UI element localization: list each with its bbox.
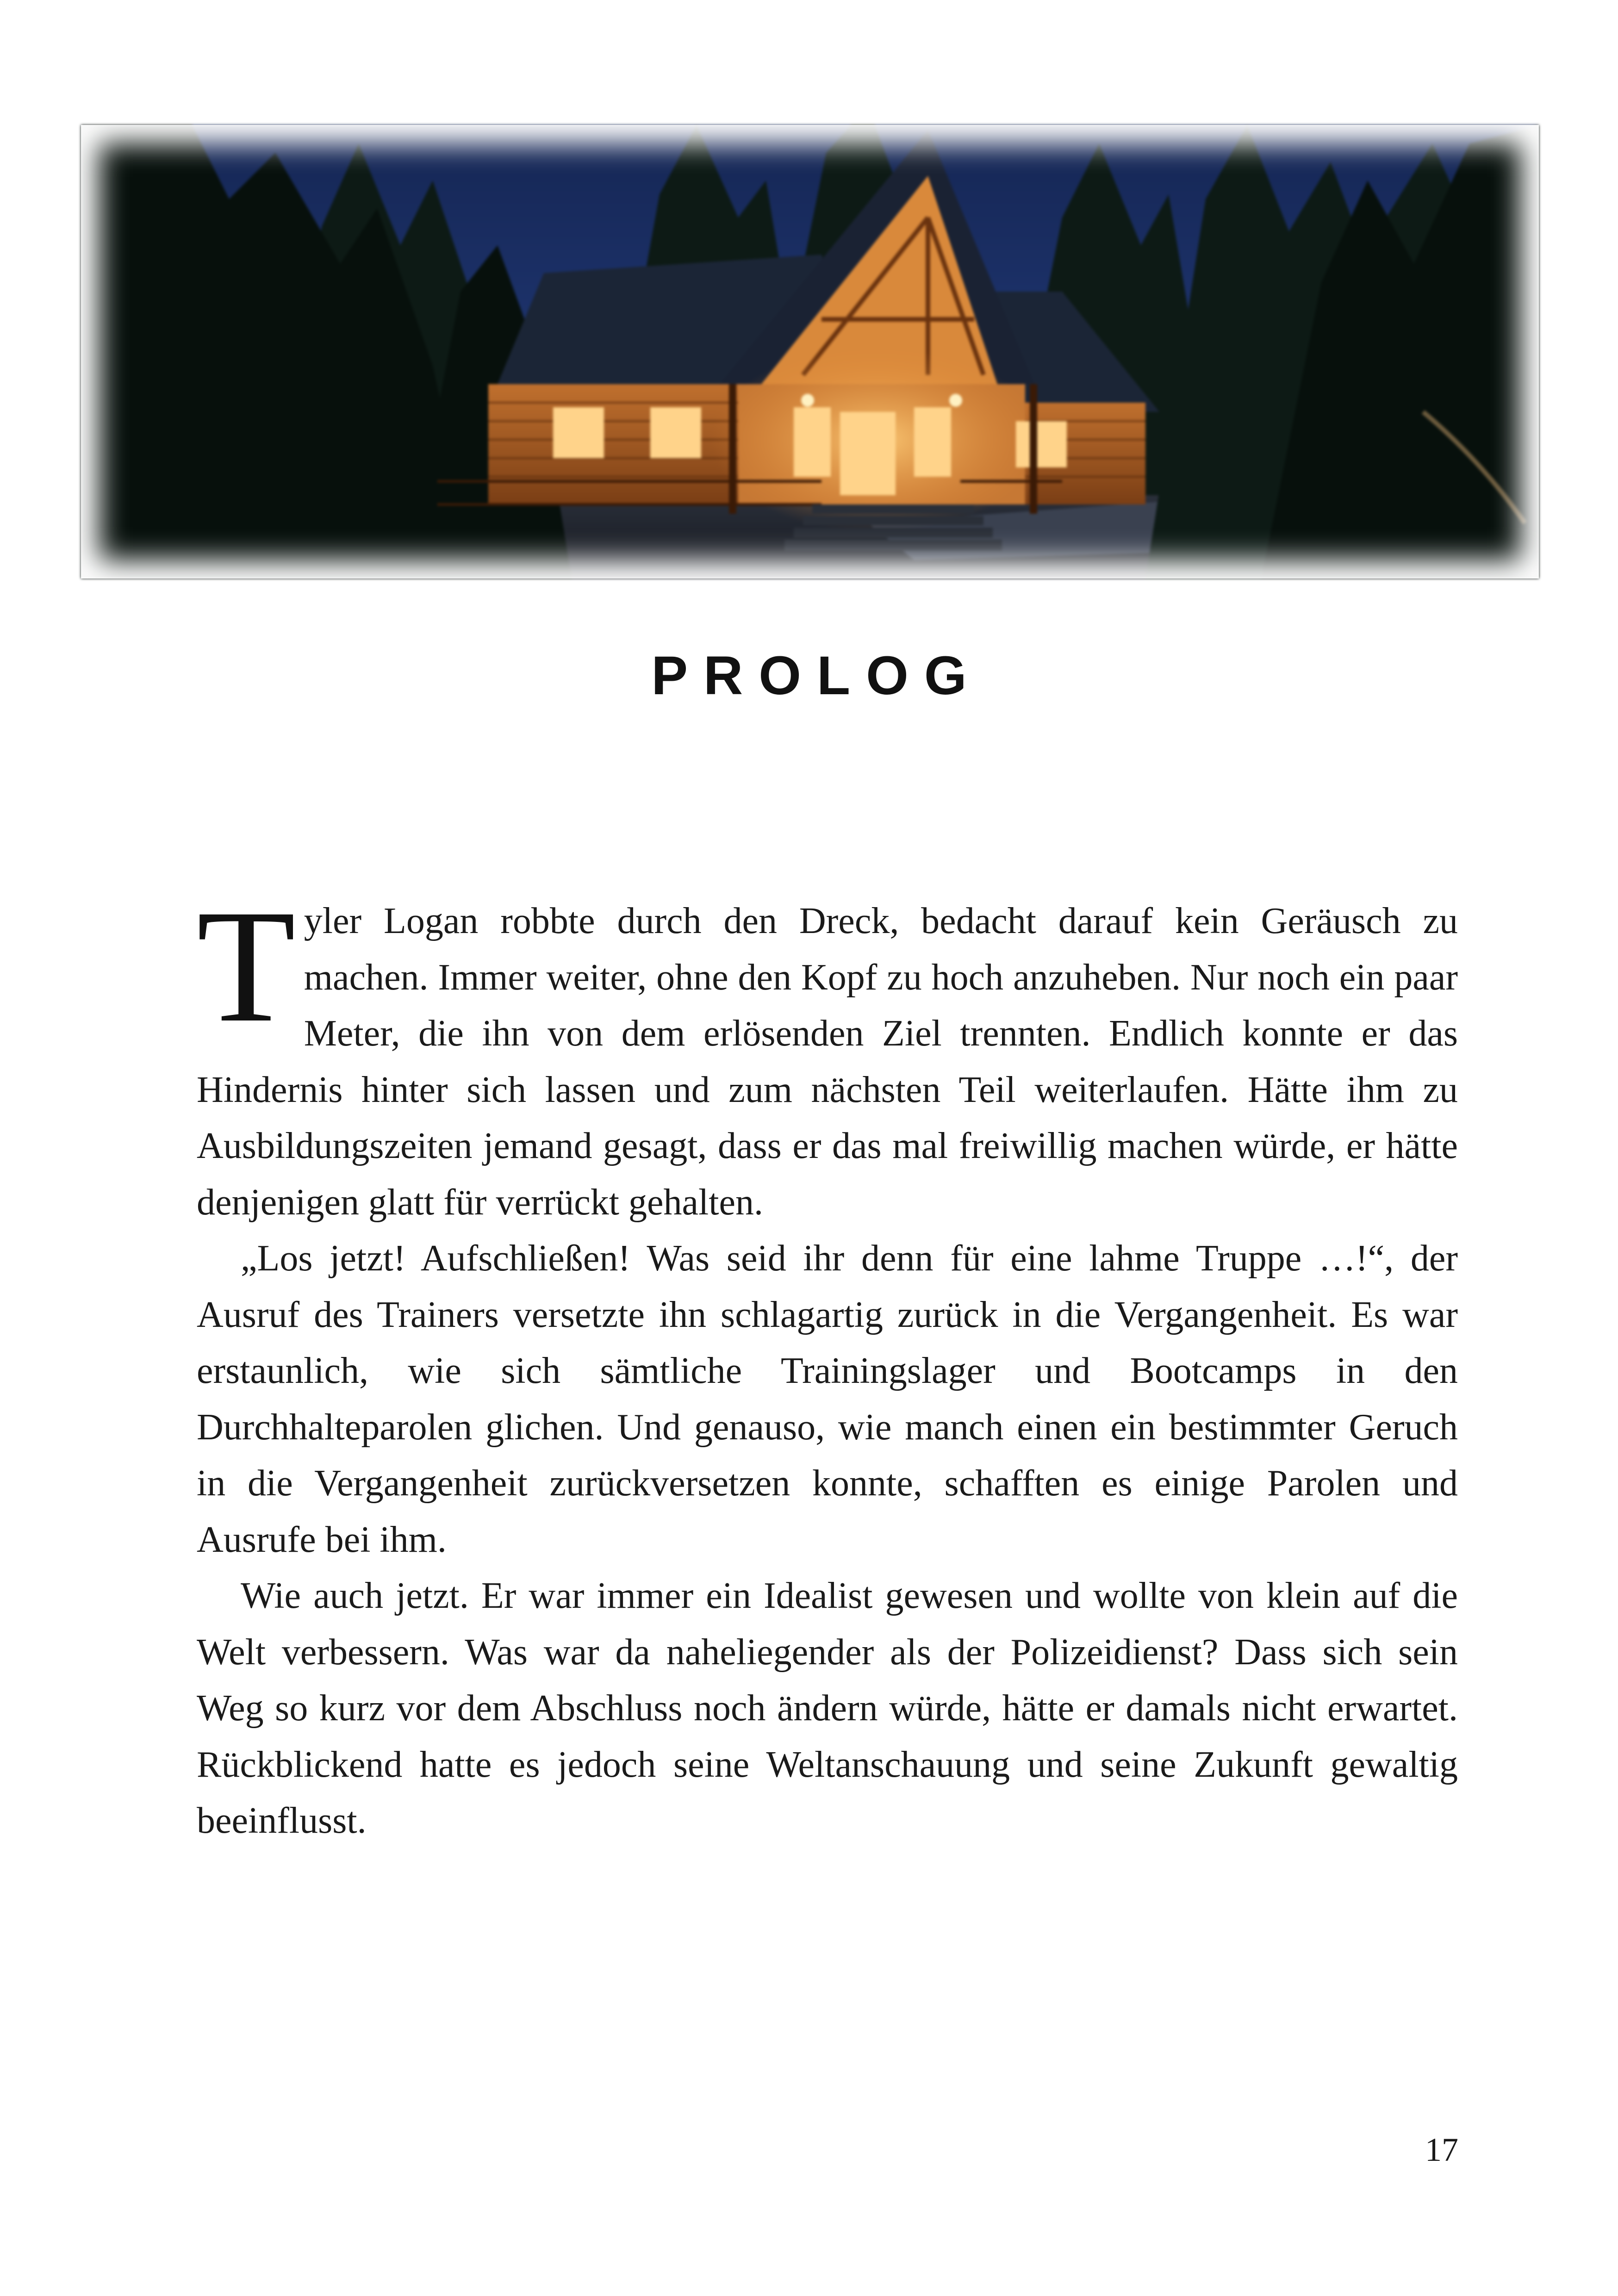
log-cabin-forest-night-image (81, 125, 1539, 579)
porch-lamp-right (949, 394, 962, 407)
body-text (197, 876, 1458, 1849)
page-number: 17 (1425, 2131, 1458, 2168)
porch-steps (784, 504, 1002, 551)
paragraph-2: „Los jetzt! Aufschließen! Was seid ihr denn für eine lahme Truppe …!“, der Ausruf des Trainers versetzte ihn schlagartig zurück in die Vergangenheit. Es war erstaunlich, wie sich sämtliche Trainingslager und Bootcamps in den Durchhalteparolen glichen. Und genauso, wie manch einen ein bestimmter Geruch in die Vergangenheit zurückversetzen konnte, schafften es einige Parolen und Ausrufe bei ihm. (197, 1238, 1458, 1560)
porch-lamp-left (801, 394, 814, 407)
chapter-heading: PROLOG (651, 645, 983, 706)
drop-cap: T (197, 876, 296, 1056)
paragraph-3: Wie auch jetzt. Er war immer ein Idealist gewesen und wollte von klein auf die Welt verbessern. Was war da naheliegender als der Polizeidienst? Dass sich sein Weg so kurz vor dem Abschluss noch ändern würde, hätte er damals nicht erwartet. Rückblickend hatte es jedoch seine Weltanschauung und seine Zukunft gewaltig beeinflusst. (197, 1575, 1458, 1841)
paragraph-1: yler Logan robbte durch den Dreck, bedacht darauf kein Geräusch zu machen. Immer weiter, ohne den Kopf zu hoch anzuheben. Nur noch ein paar Meter, die ihn von dem erlösenden Ziel trennten. Endlich konnte er das Hindernis hinter sich lassen und zum nächsten Teil weiterlaufen. Hätte ihm zu Ausbildungszeiten jemand gesagt, dass er das mal freiwillig machen würde, er hätte denjenigen glatt für verrückt gehalten. (197, 901, 1458, 1223)
cabin-illustration (81, 125, 1539, 579)
